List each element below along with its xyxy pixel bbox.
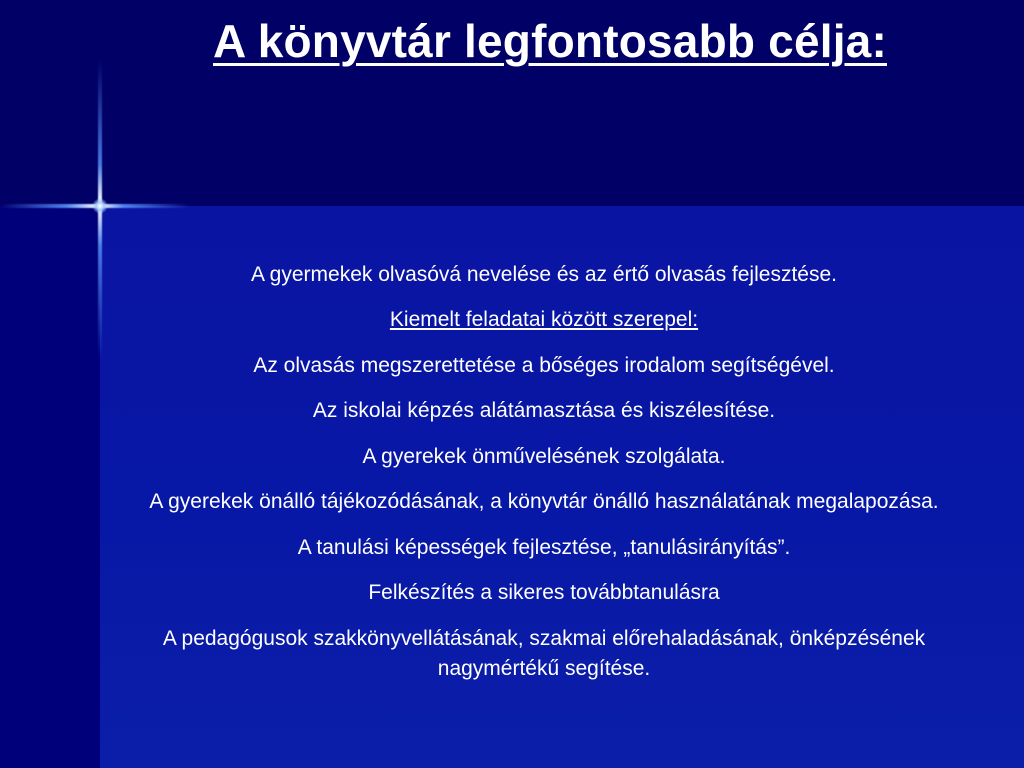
paragraph-main-goal: A gyermekek olvasóvá nevelése és az értő olvasás fejlesztése.	[251, 263, 837, 286]
paragraph-item: Az olvasás megszerettetése a bőséges irodalom segítségével.	[253, 353, 835, 377]
paragraph-item: Felkészítés a sikeres továbbtanulásra	[368, 581, 720, 605]
paragraph-item: A tanulási képességek fejlesztése, „tanulásirányítás”.	[297, 535, 791, 559]
paragraph-item: A gyerekek önművelésének szolgálata.	[362, 444, 726, 468]
slide-content	[110, 260, 978, 699]
paragraph-item: Az iskolai képzés alátámasztása és kiszélesítése.	[312, 399, 776, 423]
paragraph-item: A gyerekek önálló tájékozódásának, a könyvtár önálló használatának megalapozása.	[149, 490, 939, 514]
paragraph-item: A pedagógusok szakkönyvellátásának, szakmai előrehaladásának, önképzésének nagymértékű segítése.	[162, 626, 926, 680]
background-left-stripe	[0, 206, 100, 768]
sparkle-core	[92, 198, 108, 214]
slide-title: A könyvtár legfontosabb célja:	[213, 15, 887, 67]
paragraph-subheading: Kiemelt feladatai között szerepel:	[389, 308, 699, 332]
